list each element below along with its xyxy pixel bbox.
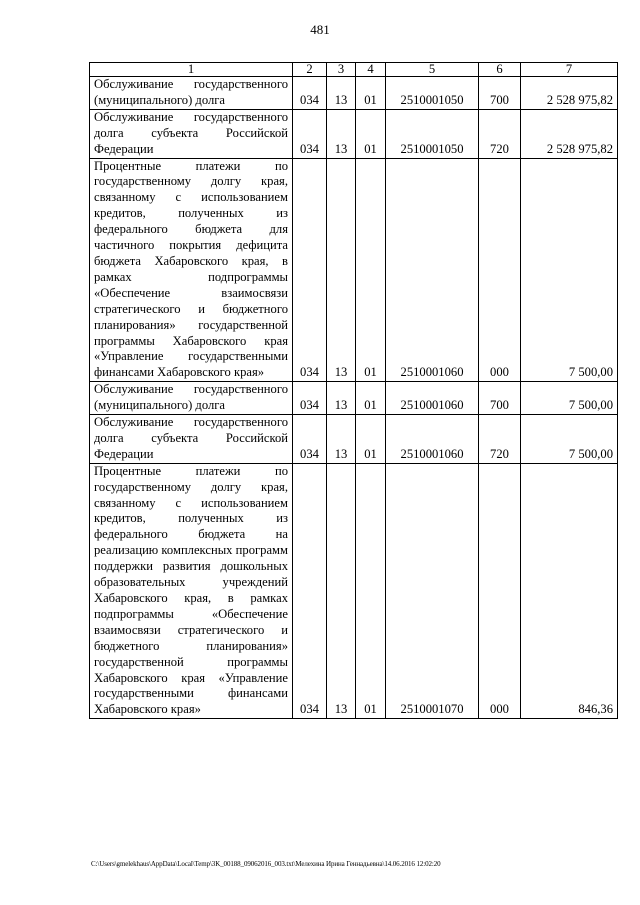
subsection-code: 01	[356, 382, 386, 415]
expense-type-code: 000	[479, 463, 521, 719]
target-article-code: 2510001070	[386, 463, 479, 719]
amount: 7 500,00	[521, 382, 618, 415]
section-code: 13	[327, 158, 356, 382]
column-header-6: 6	[479, 63, 521, 77]
row-description: Обслуживание государственного (муниципального) долга	[90, 382, 293, 415]
subsection-code: 01	[356, 109, 386, 158]
subsection-code: 01	[356, 415, 386, 464]
table-row	[90, 77, 618, 110]
column-header-4: 4	[356, 63, 386, 77]
ministry-code: 034	[293, 463, 327, 719]
row-description: Процентные платежи по государственному долгу края, связанному с использованием кредитов, полученных из федерального бюджета на реализацию комплексных программ поддержки развития дошкольных образовательных учреждений Хабаровского края, в рамках подпрограммы «Обеспечение взаимосвязи стратегического и бюджетного планирования» государственной программы Хабаровского края «Управление государственными финансами Хабаровского края»	[90, 463, 293, 719]
table-row	[90, 382, 618, 415]
ministry-code: 034	[293, 109, 327, 158]
ministry-code: 034	[293, 158, 327, 382]
page-number: 481	[310, 22, 330, 37]
column-header-3: 3	[327, 63, 356, 77]
row-description: Процентные платежи по государственному долгу края, связанному с использованием кредитов, полученных из федерального бюджета для частичного покрытия дефицита бюджета Хабаровского края, в рамках подпрограммы «Обеспечение взаимосвязи стратегического и бюджетного планирования» государственной программы Хабаровского края «Управление государственными финансами Хабаровского края»	[90, 158, 293, 382]
ministry-code: 034	[293, 415, 327, 464]
expense-type-code: 700	[479, 77, 521, 110]
header-row	[90, 63, 618, 77]
target-article-code: 2510001060	[386, 382, 479, 415]
ministry-code: 034	[293, 382, 327, 415]
expense-type-code: 720	[479, 109, 521, 158]
table-row	[90, 158, 618, 382]
footer-file-path: C:\Users\gmelekhaus\AppData\Local\Temp\3K_00188_09062016_003.txt\Мелехина Ирина Геннадьевна\14.06.2016 12:02:20	[91, 860, 441, 868]
expense-type-code: 000	[479, 158, 521, 382]
subsection-code: 01	[356, 158, 386, 382]
subsection-code: 01	[356, 463, 386, 719]
subsection-code: 01	[356, 77, 386, 110]
section-code: 13	[327, 415, 356, 464]
section-code: 13	[327, 382, 356, 415]
table-row	[90, 463, 618, 719]
target-article-code: 2510001050	[386, 77, 479, 110]
section-code: 13	[327, 77, 356, 110]
amount: 2 528 975,82	[521, 109, 618, 158]
target-article-code: 2510001060	[386, 158, 479, 382]
column-header-5: 5	[386, 63, 479, 77]
row-description: Обслуживание государственного (муниципального) долга	[90, 77, 293, 110]
target-article-code: 2510001060	[386, 415, 479, 464]
amount: 7 500,00	[521, 415, 618, 464]
column-header-2: 2	[293, 63, 327, 77]
row-description: Обслуживание государственного долга субъекта Российской Федерации	[90, 109, 293, 158]
ministry-code: 034	[293, 77, 327, 110]
budget-table	[89, 62, 618, 719]
amount: 7 500,00	[521, 158, 618, 382]
target-article-code: 2510001050	[386, 109, 479, 158]
amount: 846,36	[521, 463, 618, 719]
expense-type-code: 700	[479, 382, 521, 415]
section-code: 13	[327, 463, 356, 719]
table-row	[90, 415, 618, 464]
table-row	[90, 109, 618, 158]
column-header-1: 1	[90, 63, 293, 77]
expense-type-code: 720	[479, 415, 521, 464]
row-description: Обслуживание государственного долга субъекта Российской Федерации	[90, 415, 293, 464]
section-code: 13	[327, 109, 356, 158]
column-header-7: 7	[521, 63, 618, 77]
amount: 2 528 975,82	[521, 77, 618, 110]
